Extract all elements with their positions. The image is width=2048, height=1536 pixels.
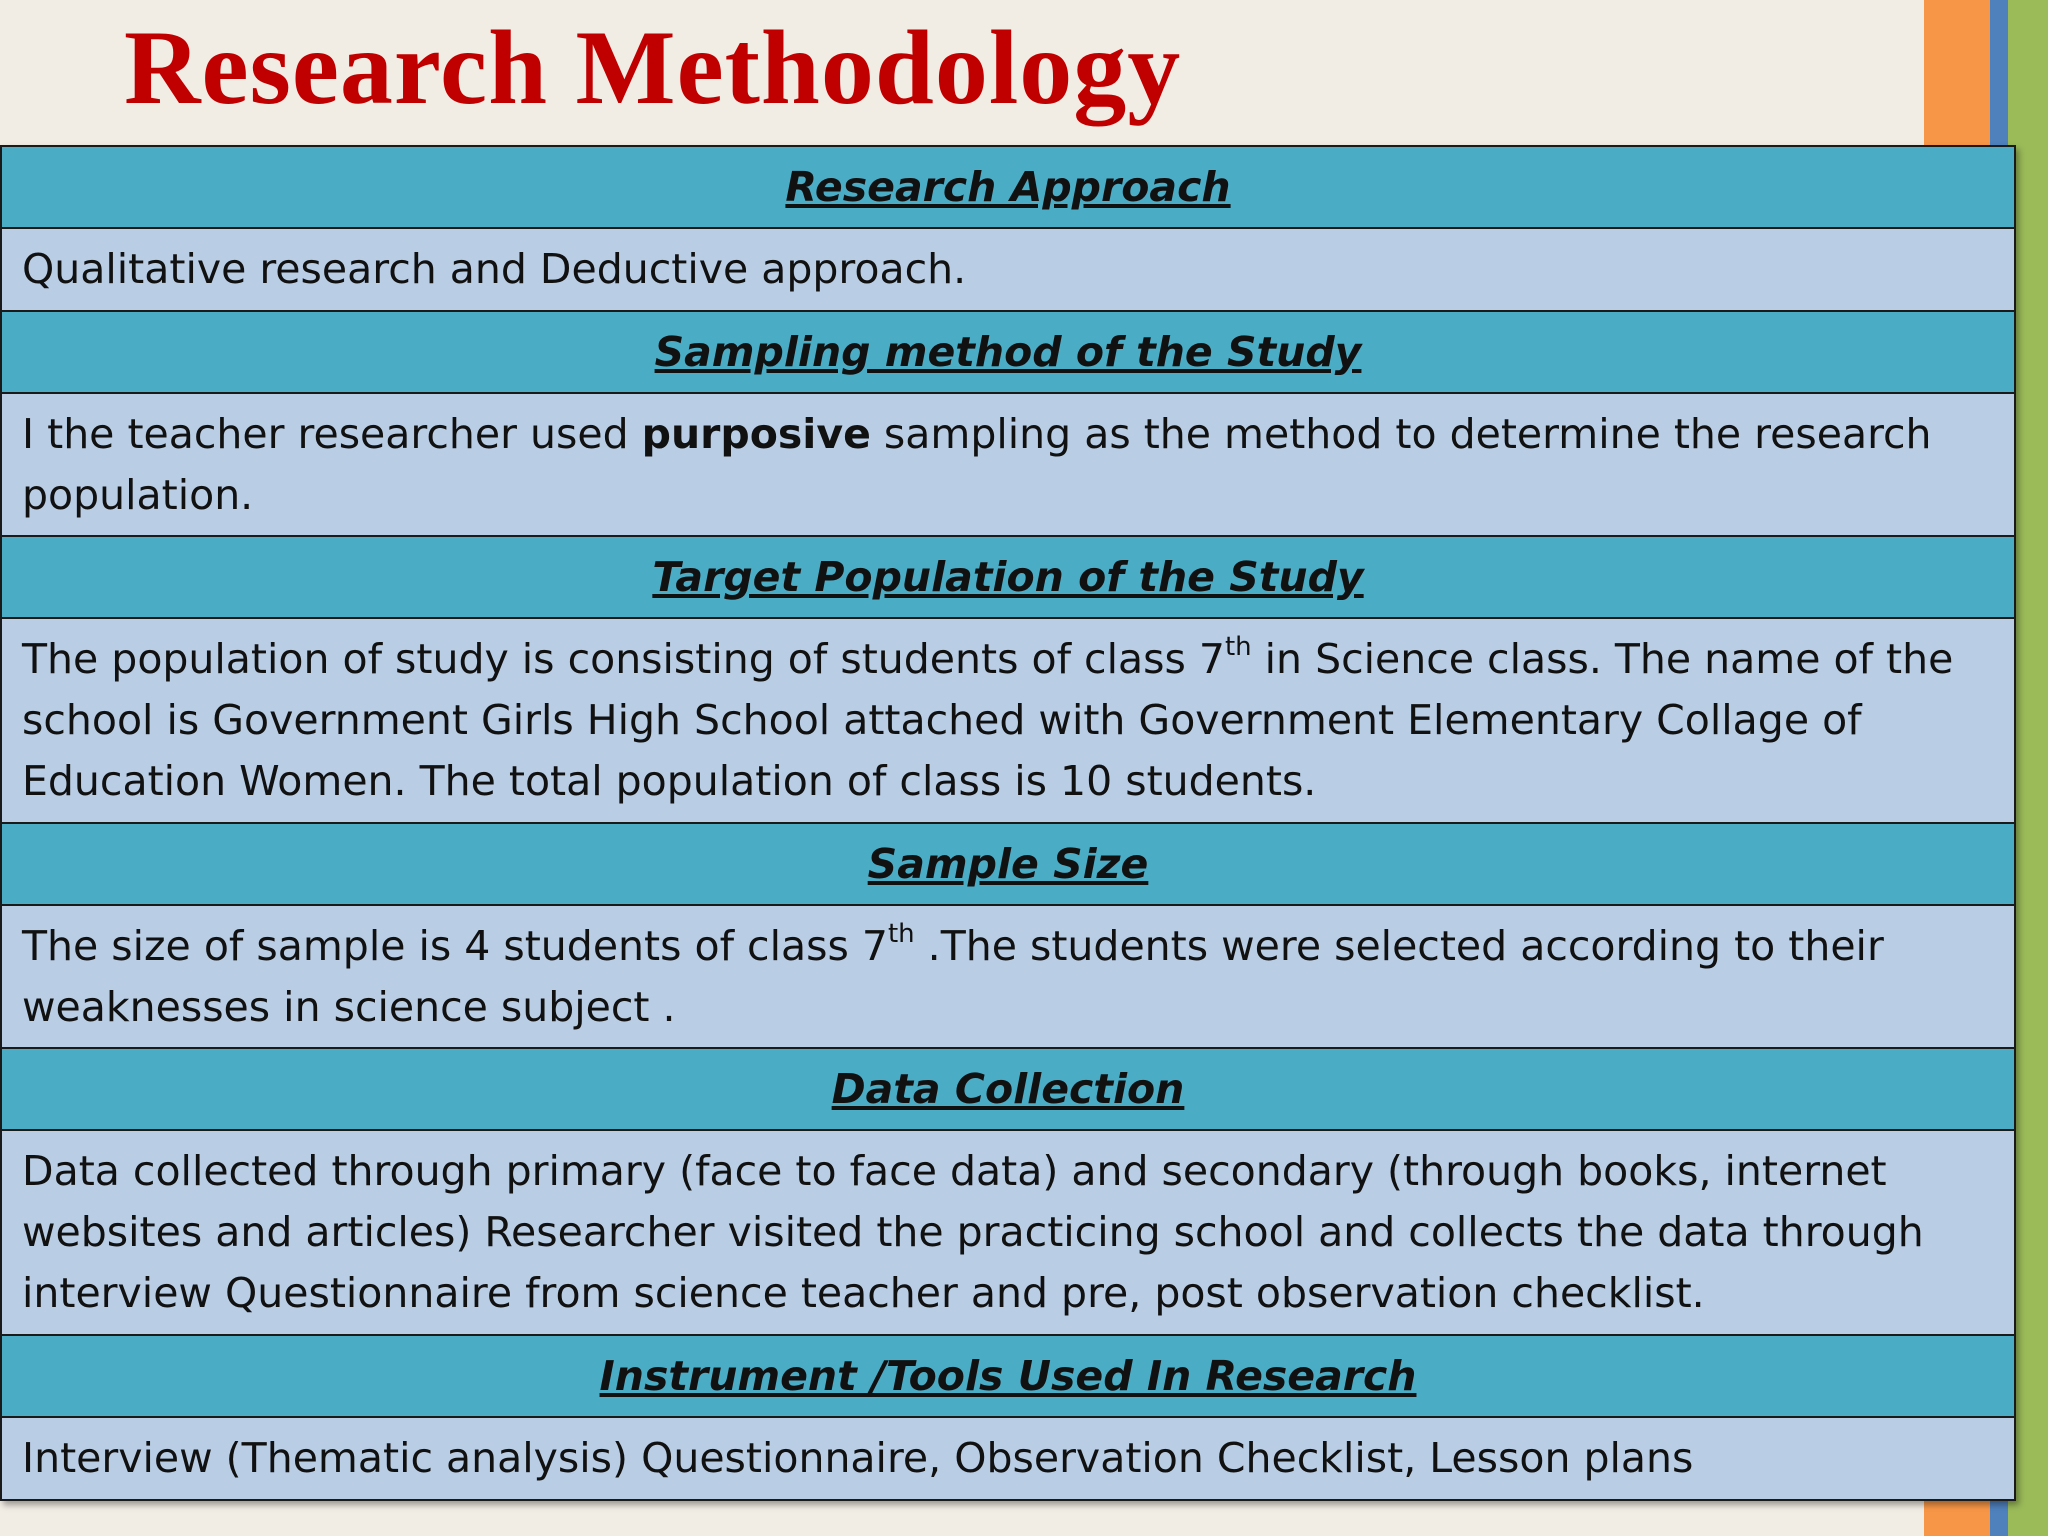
section-heading-sampling-method: Sampling method of the Study [1,311,2015,393]
section-header-row [1,1335,2015,1417]
section-heading-instruments: Instrument /Tools Used In Research [1,1335,2015,1417]
section-body-data-collection: Data collected through primary (face to face data) and secondary (through books, internet websites and articles) Researcher visited the practicing school and collects the data through interview Questionnaire from science teacher and pre, post observation checklist. [1,1130,2015,1335]
section-heading-target-population: Target Population of the Study [1,536,2015,618]
section-body-sample-size [1,905,2015,1048]
section-header-row [1,311,2015,393]
section-heading-data-collection: Data Collection [1,1048,2015,1130]
body-text: in Science class. The name of the school is Government Girls High School attached with Government Elementary Collage of Education Women. The total population of class is 10 students. [22,635,1954,805]
section-body-row [1,905,2015,1048]
section-body-instruments: Interview (Thematic analysis) Questionnaire, Observation Checklist, Lesson plans [1,1417,2015,1500]
section-body-row [1,393,2015,536]
section-header-row [1,823,2015,905]
body-text: The population of study is consisting of students of class 7 [22,635,1225,683]
section-header-row [1,1048,2015,1130]
section-body-research-approach: Qualitative research and Deductive approach. [1,228,2015,311]
body-text: .The students were selected according to their weaknesses in science subject . [22,921,1884,1031]
section-heading-sample-size: Sample Size [1,823,2015,905]
section-body-row [1,1130,2015,1335]
section-body-sampling-method [1,393,2015,536]
section-body-target-population [1,618,2015,823]
section-body-row [1,1417,2015,1500]
slide-title: Research Methodology [124,9,1182,126]
body-text: The size of sample is 4 students of class 7 [22,921,888,970]
section-header-row [1,536,2015,618]
superscript: th [1224,632,1252,662]
section-body-row [1,228,2015,311]
body-text: I the teacher researcher used [22,409,642,458]
superscript: th [887,918,915,949]
body-bold-text: purposive [641,409,871,458]
body-text: sampling as the method to determine the research population. [22,409,1932,519]
section-heading-research-approach: Research Approach [1,146,2015,228]
section-body-row [1,618,2015,823]
section-header-row [1,146,2015,228]
methodology-table [0,145,2016,1501]
